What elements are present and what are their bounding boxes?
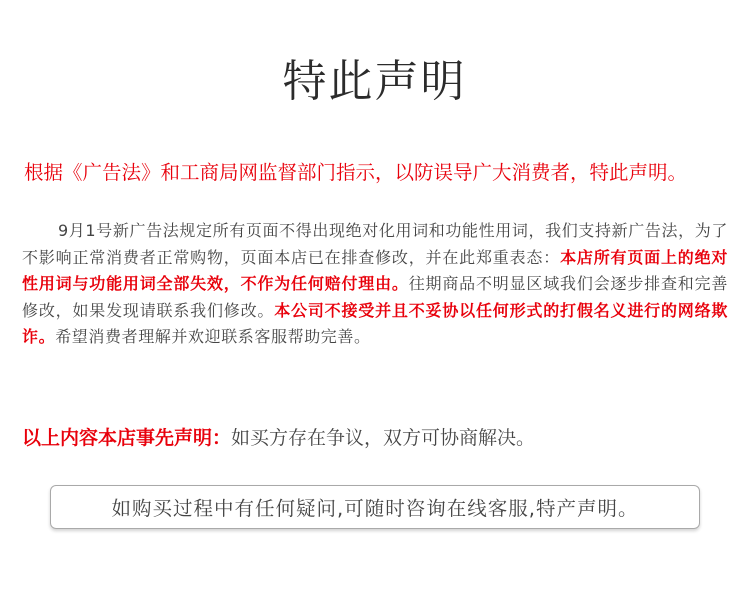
declaration-rest: 如买方存在争议，双方可协商解决。 <box>231 427 536 449</box>
red-intro-line: 根据《广告法》和工商局网监督部门指示，以防误导广大消费者，特此声明。 <box>24 161 688 184</box>
customer-service-notice <box>50 485 700 529</box>
page-title: 特此声明 <box>282 56 467 107</box>
body-part-5: 希望消费者理解并欢迎联系客服帮助完善。 <box>55 327 371 346</box>
statement-body <box>22 218 728 351</box>
notice-text: 如购买过程中有任何疑问,可随时咨询在线客服,特产声明。 <box>111 497 639 520</box>
declaration-line <box>22 424 728 452</box>
declaration-lead: 以上内容本店事先声明： <box>22 427 232 449</box>
body-part-1: 9月1号新广告法规定所有页面不得出现绝对化用词和功能性用词，我们支持新广告法，为了不影响正常消费者正常购物，页面本店已在排查修改，并在此郑重表态： <box>22 221 728 267</box>
body-part-3: 往期商品不明显区域我们会逐步排查和完善修改，如果发现请联系我们修改。 <box>22 274 728 320</box>
body-part-2-emphasis: 本店所有页面上的绝对性用词与功能用词全部失效，不作为任何赔付理由。 <box>22 247 728 293</box>
body-part-4-emphasis: 本公司不接受并且不妥协以任何形式的打假名义进行的网络欺诈。 <box>22 300 728 346</box>
